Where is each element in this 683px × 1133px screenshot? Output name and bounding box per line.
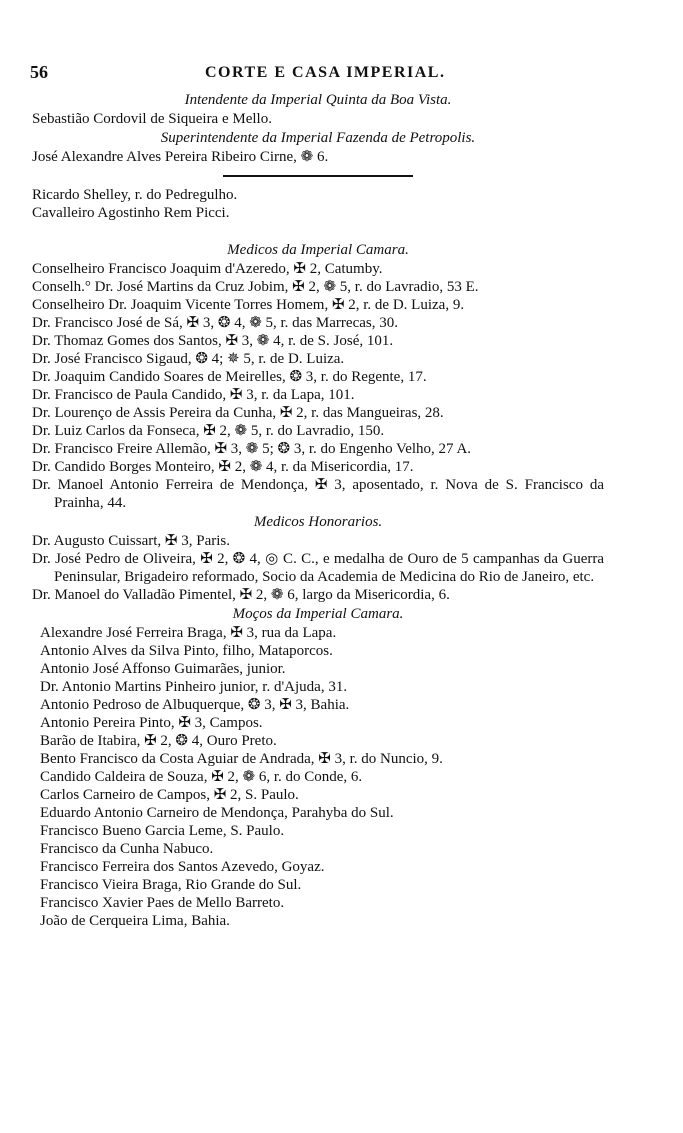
- entry-line: Antonio Alves da Silva Pinto, filho, Mataporcos.: [40, 643, 333, 659]
- entry-line: Antonio Pereira Pinto, ✠ 3, Campos.: [40, 715, 263, 731]
- entry-line: Carlos Carneiro de Campos, ✠ 2, S. Paulo.: [40, 787, 299, 803]
- entry-line: Bento Francisco da Costa Aguiar de Andrada, ✠ 3, r. do Nuncio, 9.: [40, 751, 443, 767]
- page-header: [30, 62, 660, 84]
- entry-line: João de Cerqueira Lima, Bahia.: [40, 913, 230, 929]
- section-divider: [223, 175, 413, 177]
- entry-line: Candido Caldeira de Souza, ✠ 2, ❁ 6, r. do Conde, 6.: [40, 769, 363, 785]
- spacer: [32, 222, 604, 240]
- entry-line: Alexandre José Ferreira Braga, ✠ 3, rua da Lapa.: [40, 625, 337, 641]
- entry-line: Antonio José Affonso Guimarães, junior.: [40, 661, 286, 677]
- entry-line: Dr. Candido Borges Monteiro, ✠ 2, ❁ 4, r. da Misericordia, 17.: [32, 459, 414, 475]
- entry-line: Dr. Thomaz Gomes dos Santos, ✠ 3, ❁ 4, r. de S. José, 101.: [32, 333, 394, 349]
- entry-line: Dr. Antonio Martins Pinheiro junior, r. d'Ajuda, 31.: [40, 679, 348, 695]
- entry-line: José Alexandre Alves Pereira Ribeiro Cirne, ❁ 6.: [32, 149, 329, 165]
- entry-line: Dr. José Francisco Sigaud, ❂ 4; ✵ 5, r. de D. Luiza.: [32, 351, 345, 367]
- entry-line: Francisco Ferreira dos Santos Azevedo, Goyaz.: [40, 859, 325, 875]
- page-body: [32, 90, 604, 930]
- entry-line: Dr. Francisco Freire Allemão, ✠ 3, ❁ 5; ❂ 3, r. do Engenho Velho, 27 A.: [32, 441, 472, 457]
- entry-line: Francisco Bueno Garcia Leme, S. Paulo.: [40, 823, 285, 839]
- entry-line: Barão de Itabira, ✠ 2, ❂ 4, Ouro Preto.: [40, 733, 277, 749]
- entry-line: Cavalleiro Agostinho Rem Picci.: [32, 205, 230, 221]
- entry-line: Dr. Lourenço de Assis Pereira da Cunha, ✠ 2, r. das Mangueiras, 28.: [32, 405, 444, 421]
- entry-line: Dr. Joaquim Candido Soares de Meirelles, ❂ 3, r. do Regente, 17.: [32, 369, 427, 385]
- entry-line: Dr. Manoel do Valladão Pimentel, ✠ 2, ❁ 6, largo da Misericordia, 6.: [32, 587, 450, 603]
- entry-line: Dr. Manoel Antonio Ferreira de Mendonça, ✠ 3, aposentado, r. Nova de S. Francisco da Prainha, 44.: [32, 477, 604, 511]
- section-heading: Intendente da Imperial Quinta da Boa Vista.: [184, 92, 452, 108]
- page-number: 56: [30, 62, 48, 82]
- entry-line: Dr. Francisco José de Sá, ✠ 3, ❂ 4, ❁ 5, r. das Marrecas, 30.: [32, 315, 398, 331]
- entry-line: Dr. Augusto Cuissart, ✠ 3, Paris.: [32, 533, 230, 549]
- entry-line: Francisco da Cunha Nabuco.: [40, 841, 214, 857]
- entry-line: Dr. José Pedro de Oliveira, ✠ 2, ❂ 4, ◎ C. C., e medalha de Ouro de 5 campanhas da Guerra Peninsular, Brigadeiro reformado, Socio da Academia de Medicina do Rio de Janeiro, etc.: [32, 551, 604, 585]
- entry-line: Francisco Vieira Braga, Rio Grande do Sul.: [40, 877, 302, 893]
- entry-line: Dr. Francisco de Paula Candido, ✠ 3, r. da Lapa, 101.: [32, 387, 355, 403]
- entry-line: Eduardo Antonio Carneiro de Mendonça, Parahyba do Sul.: [40, 805, 394, 821]
- entry-line: Antonio Pedroso de Albuquerque, ❂ 3, ✠ 3, Bahia.: [40, 697, 350, 713]
- section-heading: Medicos da Imperial Camara.: [227, 242, 409, 258]
- section-heading: Medicos Honorarios.: [253, 514, 383, 530]
- entry-line: Ricardo Shelley, r. do Pedregulho.: [32, 187, 238, 203]
- section-heading: Superintendente da Imperial Fazenda de Petropolis.: [160, 130, 476, 146]
- entry-line: Dr. Luiz Carlos da Fonseca, ✠ 2, ❁ 5, r. do Lavradio, 150.: [32, 423, 385, 439]
- entry-line: Sebastião Cordovil de Siqueira e Mello.: [32, 111, 272, 127]
- entry-line: Conselh.° Dr. José Martins da Cruz Jobim, ✠ 2, ❁ 5, r. do Lavradio, 53 E.: [32, 279, 479, 295]
- entry-line: Conselheiro Francisco Joaquim d'Azeredo, ✠ 2, Catumby.: [32, 261, 383, 277]
- section-heading: Moços da Imperial Camara.: [232, 606, 404, 622]
- entry-line: Conselheiro Dr. Joaquim Vicente Torres Homem, ✠ 2, r. de D. Luiza, 9.: [32, 297, 465, 313]
- entry-line: Francisco Xavier Paes de Mello Barreto.: [40, 895, 285, 911]
- running-head: CORTE E CASA IMPERIAL.: [205, 64, 446, 81]
